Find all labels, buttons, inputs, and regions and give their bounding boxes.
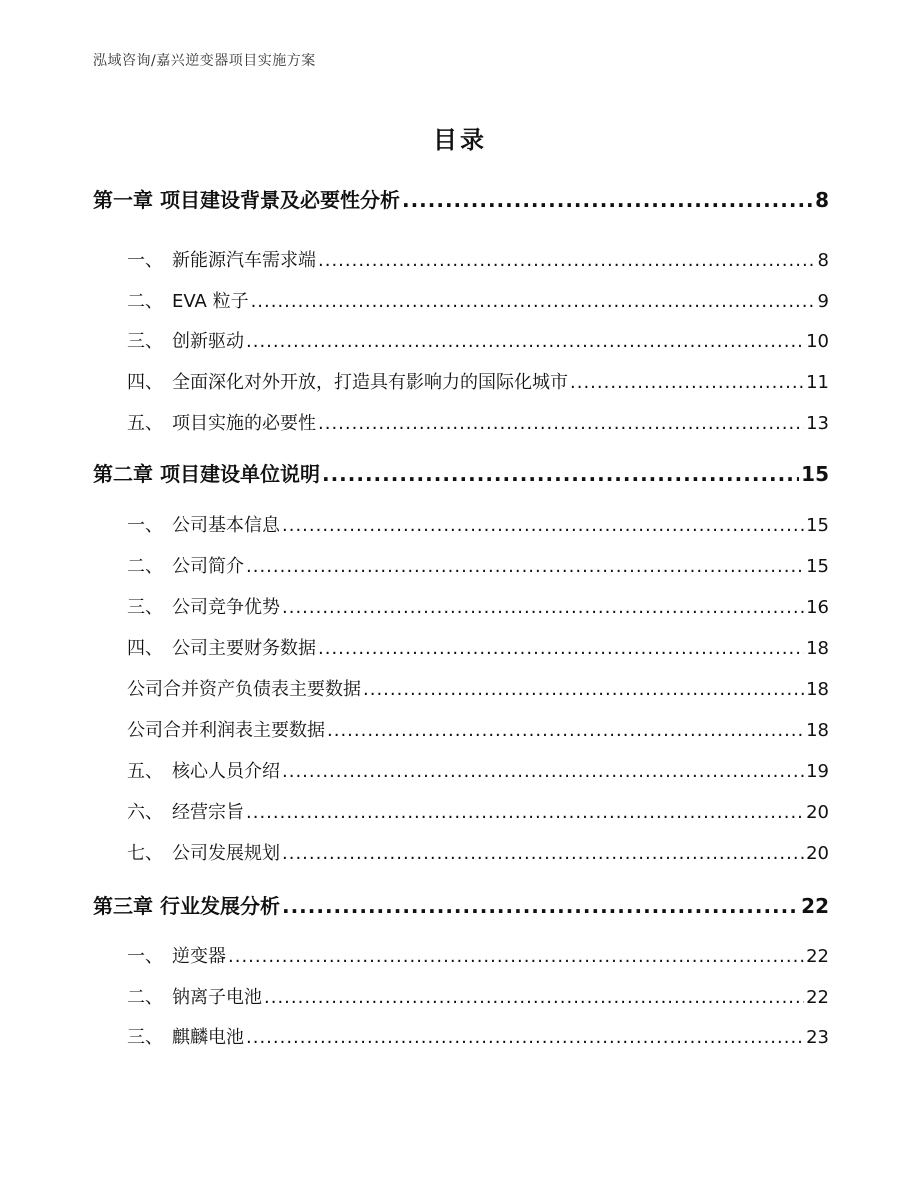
toc-page-number: 22 [806, 987, 829, 1008]
toc-entry-text: 公司合并利润表主要数据 [127, 720, 325, 741]
toc-entry-label [127, 839, 282, 865]
toc-leader-dots [264, 987, 804, 1008]
toc-entry-label [127, 757, 282, 783]
toc-page-number: 8 [815, 188, 829, 212]
toc-section-entry[interactable] [127, 716, 829, 742]
toc-entry-label [127, 983, 264, 1009]
toc-page-number: 15 [806, 515, 829, 536]
toc-entry-text: 第二章 项目建设单位说明 [93, 462, 320, 486]
toc-page-number: 20 [806, 843, 829, 864]
toc-leader-dots [282, 515, 804, 536]
toc-entry-text: 逆变器 [172, 946, 226, 967]
toc-page-number: 18 [806, 720, 829, 741]
toc-entry-label [127, 552, 246, 578]
toc-leader-dots [327, 720, 804, 741]
toc-entry-text: 公司合并资产负债表主要数据 [127, 679, 361, 700]
toc-entry-number: 一、 [127, 515, 163, 536]
toc-section-entry[interactable] [127, 287, 829, 313]
toc-entry-number: 六、 [127, 802, 163, 823]
toc-leader-dots [402, 188, 813, 212]
toc-page-number: 9 [817, 291, 829, 312]
toc-leader-dots [322, 462, 799, 486]
toc-entry-number: 一、 [127, 946, 163, 967]
toc-section-entry[interactable] [127, 409, 829, 435]
toc-entry-text: 创新驱动 [172, 331, 244, 352]
toc-entry-label [127, 593, 282, 619]
toc-entry-text: 公司发展规划 [172, 843, 280, 864]
toc-leader-dots [570, 372, 804, 393]
toc-page-number: 15 [801, 462, 829, 486]
toc-entry-number: 四、 [127, 372, 163, 393]
toc-entry-text: 全面深化对外开放，打造具有影响力的国际化城市 [172, 372, 568, 393]
toc-page-number: 18 [806, 679, 829, 700]
toc-entry-label [127, 327, 246, 353]
toc-entry-text: 公司竞争优势 [172, 597, 280, 618]
toc-section-entry[interactable] [127, 675, 829, 701]
toc-entry-number: 四、 [127, 638, 163, 659]
toc-section-entry[interactable] [127, 593, 829, 619]
toc-chapter-entry[interactable] [93, 184, 829, 213]
toc-leader-dots [363, 679, 804, 700]
toc-leader-dots [318, 250, 816, 271]
toc-entry-label [93, 184, 402, 213]
toc-chapter-entry[interactable] [93, 458, 829, 487]
toc-section-entry[interactable] [127, 1023, 829, 1049]
toc-entry-label [127, 511, 282, 537]
toc-section-entry[interactable] [127, 942, 829, 968]
toc-entry-label [127, 409, 318, 435]
toc-leader-dots [246, 802, 804, 823]
toc-entry-text: 公司主要财务数据 [172, 638, 316, 659]
toc-section-entry[interactable] [127, 634, 829, 660]
toc-entry-number: 三、 [127, 331, 163, 352]
toc-entry-number: 七、 [127, 843, 163, 864]
toc-entry-label [127, 1023, 246, 1049]
toc-entry-text: EVA 粒子 [172, 291, 249, 312]
toc-entry-label [127, 675, 363, 701]
toc-entry-number: 三、 [127, 597, 163, 618]
toc-section-entry[interactable] [127, 757, 829, 783]
toc-page-number: 19 [806, 761, 829, 782]
toc-page-number: 15 [806, 556, 829, 577]
toc-chapter-entry[interactable] [93, 890, 829, 919]
toc-entry-text: 公司简介 [172, 556, 244, 577]
toc-title: 目录 [433, 126, 487, 154]
toc-leader-dots [318, 638, 804, 659]
toc-section-entry[interactable] [127, 368, 829, 394]
toc-entry-number: 二、 [127, 291, 163, 312]
toc-section-entry[interactable] [127, 839, 829, 865]
toc-entry-label [127, 716, 327, 742]
toc-entry-label [127, 798, 246, 824]
toc-entry-number: 二、 [127, 556, 163, 577]
toc-leader-dots [318, 413, 804, 434]
toc-section-entry[interactable] [127, 327, 829, 353]
toc-entry-text: 核心人员介绍 [172, 761, 280, 782]
toc-page-number: 8 [817, 250, 829, 271]
toc-entry-text: 项目实施的必要性 [172, 413, 316, 434]
toc-entry-label [127, 942, 228, 968]
toc-entry-label [93, 890, 282, 919]
toc-entry-label [127, 368, 570, 394]
toc-page-number: 18 [806, 638, 829, 659]
toc-leader-dots [246, 556, 804, 577]
toc-page-number: 10 [806, 331, 829, 352]
toc-entry-number: 五、 [127, 761, 163, 782]
toc-leader-dots [282, 894, 799, 918]
toc-entry-label [127, 634, 318, 660]
toc-entry-text: 公司基本信息 [172, 515, 280, 536]
toc-page-number: 22 [801, 894, 829, 918]
toc-leader-dots [282, 761, 804, 782]
running-header: 泓域咨询/嘉兴逆变器项目实施方案 [93, 53, 316, 69]
toc-entry-number: 一、 [127, 250, 163, 271]
toc-section-entry[interactable] [127, 552, 829, 578]
toc-entry-number: 三、 [127, 1027, 163, 1048]
toc-entry-text: 新能源汽车需求端 [172, 250, 316, 271]
toc-entry-number: 二、 [127, 987, 163, 1008]
toc-page-number: 23 [806, 1027, 829, 1048]
toc-entry-text: 第一章 项目建设背景及必要性分析 [93, 188, 400, 212]
toc-page-number: 13 [806, 413, 829, 434]
toc-entry-text: 钠离子电池 [172, 987, 262, 1008]
toc-leader-dots [282, 843, 804, 864]
toc-leader-dots [246, 1027, 804, 1048]
toc-section-entry[interactable] [127, 798, 829, 824]
toc-entry-number: 五、 [127, 413, 163, 434]
toc-leader-dots [246, 331, 804, 352]
toc-leader-dots [282, 597, 804, 618]
toc-entry-text: 麒麟电池 [172, 1027, 244, 1048]
toc-entry-text: 第三章 行业发展分析 [93, 894, 280, 918]
toc-page-number: 11 [806, 372, 829, 393]
toc-page-number: 16 [806, 597, 829, 618]
toc-section-entry[interactable] [127, 983, 829, 1009]
toc-section-entry[interactable] [127, 246, 829, 272]
toc-section-entry[interactable] [127, 511, 829, 537]
toc-page-number: 20 [806, 802, 829, 823]
toc-entry-text: 经营宗旨 [172, 802, 244, 823]
toc-entry-label [127, 246, 318, 272]
toc-entry-label [93, 458, 322, 487]
toc-entry-label [127, 287, 251, 313]
toc-leader-dots [251, 291, 816, 312]
toc-leader-dots [228, 946, 804, 967]
toc-page-number: 22 [806, 946, 829, 967]
